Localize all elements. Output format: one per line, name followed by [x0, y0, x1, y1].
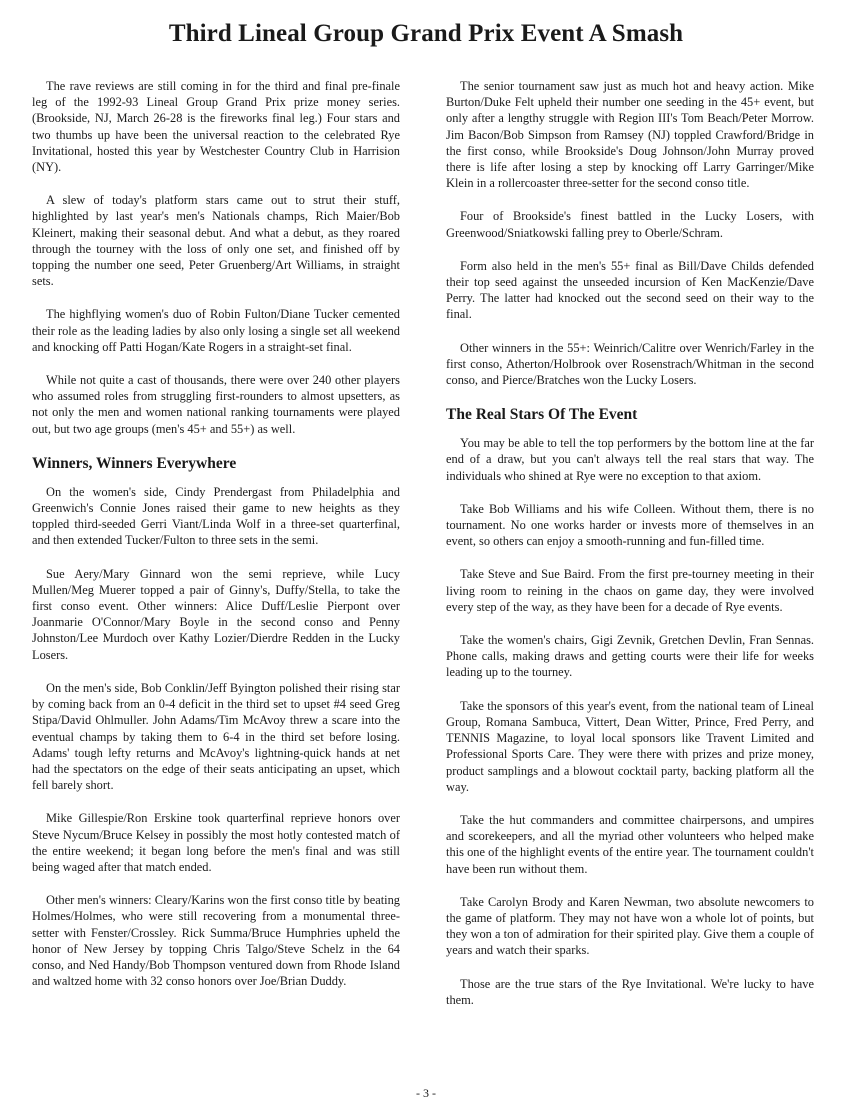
paragraph: The highflying women's duo of Robin Fulton/Diane Tucker cemented their role as the leading ladies by also only losing a single set all weekend and knocking off Patti Hogan/Kate Rogers in a straight-set final.	[32, 307, 400, 354]
paragraph: Take Bob Williams and his wife Colleen. Without them, there is no tournament. No one works harder or invests more of themselves in an event, so others can enjoy a smooth-running and fun-filled time.	[446, 501, 814, 549]
paragraph: Take the women's chairs, Gigi Zevnik, Gretchen Devlin, Fran Sennas. Phone calls, making draws and getting courts were their life for weeks leading up to the tourney.	[446, 633, 814, 680]
paragraph: Other men's winners: Cleary/Karins won the first conso title by beating Holmes/Holmes, who were still recovering from a monumental three-setter with Fenster/Crossley. Rick Summa/Bruce Humphries upheld the honor of New Jersey by topping Chris Talgo/Steve Schelz in the 64 conso, and Ned Handy/Bob Thompson ventured down from Rhode Island and waltzed home with 32 conso honors over Joe/Brian Duddy.	[32, 893, 400, 989]
paragraph: Other winners in the 55+: Weinrich/Calitre over Wenrich/Farley in the first conso, Atherton/Holbrook over Rosenstrach/Whitman in the second conso, and Pierce/Bratches won the Lucky Losers.	[446, 340, 814, 388]
paragraph: Take Steve and Sue Baird. From the first pre-tourney meeting in their living room to reining in the chaos on game day, they were involved every step of the way, as they have been for a decade of Rye events.	[446, 567, 814, 614]
paragraph: While not quite a cast of thousands, there were over 240 other players who assumed roles from struggling first-rounders to almost upsetters, as not only the men and women national ranking tournaments were played out, but two age groups (men's 45+ and 55+) as well.	[32, 373, 400, 436]
paragraph: A slew of today's platform stars came out to strut their stuff, highlighted by last year's men's Nationals champs, Rich Maier/Bob Kleinert, making their seasonal debut. And what a debut, as they roared through the tourney with the loss of only one set, and finished off by topping the number one seed, Peter Gruenberg/Art Williams, in straight sets.	[32, 193, 400, 289]
paragraph: Those are the true stars of the Rye Invitational. We're lucky to have them.	[446, 976, 814, 1007]
section-heading: The Real Stars Of The Event	[446, 406, 638, 424]
section-heading: Winners, Winners Everywhere	[32, 454, 237, 472]
paragraph: Take the hut commanders and committee chairpersons, and umpires and scorekeepers, and all the myriad other volunteers who helped make this one of the highlight events of the entire year. The tournament couldn't have been run without them.	[446, 812, 814, 876]
paragraph: You may be able to tell the top performers by the bottom line at the far end of a draw, but you can't always tell the real stars that way. The individuals who shined at Rye were no exception to that axiom.	[446, 436, 814, 483]
paragraph: Form also held in the men's 55+ final as Bill/Dave Childs defended their top seed against the unseeded incursion of Ken MacKenzie/Dave Perry. The latter had knocked out the second seed on their way to the final.	[446, 258, 814, 322]
paragraph: Take the sponsors of this year's event, from the national team of Lineal Group, Romana Sambuca, Vittert, Dean Witter, Prince, Fred Perry, and TENNIS Magazine, to loyal local sponsors like Travent Limited and Professional Sports Care. They were there with prizes and prize money, product samplings and a blowout cocktail party, backing platform all the way.	[446, 698, 814, 794]
paragraph: Four of Brookside's finest battled in the Lucky Losers, with Greenwood/Sniatkowski falling prey to Oberle/Schram.	[446, 209, 814, 240]
paragraph: The rave reviews are still coming in for the third and final pre-finale leg of the 1992-93 Lineal Group Grand Prix prize money series. (Brookside, NJ, March 26-28 is the fireworks final leg.) Four stars and two thumbs up have been the universal reaction to the celebrated Rye Invitational, hosted this year by Westchester Country Club in Harrision (NY).	[32, 79, 400, 175]
paragraph: On the men's side, Bob Conklin/Jeff Byington polished their rising star by coming back from an 0-4 deficit in the third set to upset #4 seed Greg Stipa/David Ohlmuller. John Adams/Tim McAvoy threw a scare into the eventual champs by taking them to 6-4 in the third set before losing. Adams' tough lefty returns and McAvoy's lightning-quick hands at net had the spectators on the edge of their seats anticipating an upset, which fell barely short.	[32, 680, 400, 793]
paragraph: The senior tournament saw just as much hot and heavy action. Mike Burton/Duke Felt upheld their number one seeding in the 45+ event, but only after a lengthy struggle with Region III's Tom Beach/Peter Morrow. Jim Bacon/Bob Simpson from Ramsey (NJ) toppled Crawford/Bridge in the first conso, while Brookside's Doug Johnson/John Murray proved there is life after losing a step by knocking off Larry Garringer/Mike Klein in a rollercoaster three-setter for the second conso title.	[446, 79, 814, 191]
paragraph: Sue Aery/Mary Ginnard won the semi reprieve, while Lucy Mullen/Meg Muerer topped a pair of Ginny's, Duffy/Stella, to take the first conso event. Other winners: Alice Duff/Leslie Pierpont over Joanmarie O'Connor/Mary Boyle in the second conso and Penny Johnston/Lee Murdoch over Kathy Lozier/Dierdre Redden in the Lucky Losers.	[32, 566, 400, 662]
article-title: Third Lineal Group Grand Prix Event A Smash	[168, 20, 684, 47]
page-number: - 3 -	[416, 1086, 436, 1100]
paragraph: Take Carolyn Brody and Karen Newman, two absolute newcomers to the game of platform. They may not have won a whole lot of points, but they won a ton of admiration for their spirited play. Give them a couple of years and watch their sparks.	[446, 894, 814, 958]
right-column	[446, 78, 814, 1025]
paragraph: On the women's side, Cindy Prendergast from Philadelphia and Greenwich's Connie Jones raised their game to new heights as they toppled third-seeded Gerri Viant/Linda Wolf in a three-set quarterfinal, and then extended Tucker/Fulton to three sets in the semi.	[32, 484, 400, 548]
left-column	[32, 78, 400, 1006]
paragraph: Mike Gillespie/Ron Erskine took quarterfinal reprieve honors over Steve Nycum/Bruce Kelsey in possibly the most hotly contested match of the entire weekend; it began long before the men's final and was still being waged after that match ended.	[32, 811, 400, 874]
